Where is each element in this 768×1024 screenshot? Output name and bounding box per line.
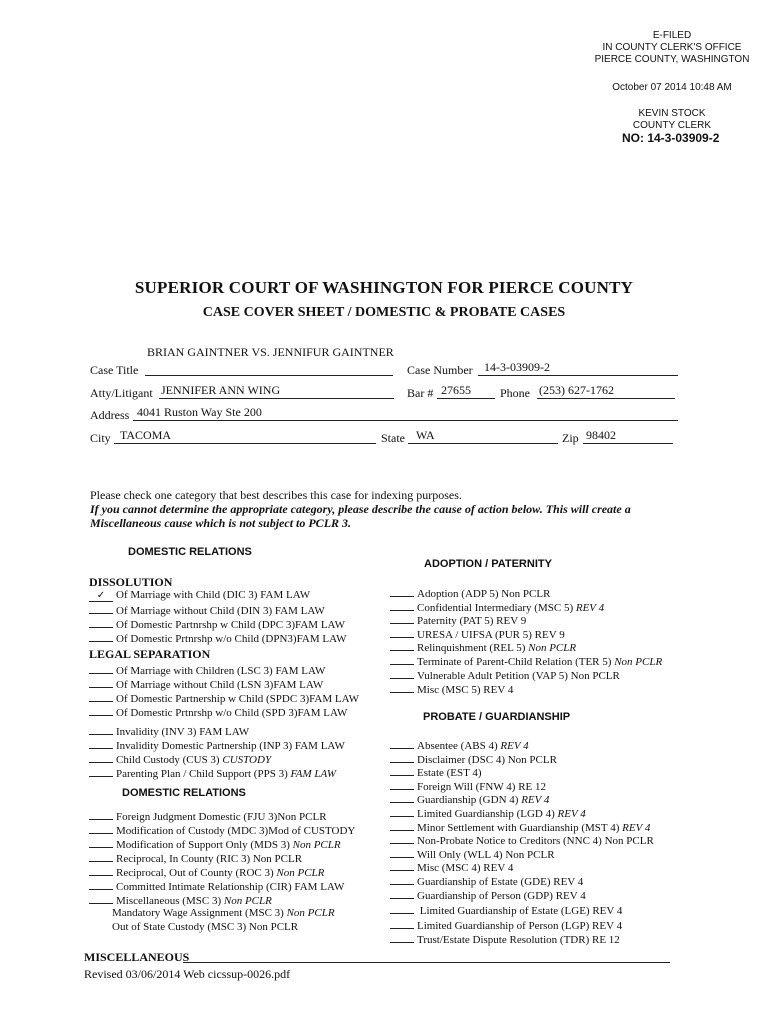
check-blank[interactable]	[89, 865, 113, 876]
instructions-line-1: Please check one category that best describes this case for indexing purposes.	[90, 488, 462, 502]
checkbox-item[interactable]	[89, 738, 345, 753]
item-tail: Non PCLR	[292, 839, 341, 851]
check-blank[interactable]	[89, 677, 113, 688]
address-label: Address	[90, 408, 130, 422]
check-blank[interactable]	[390, 874, 414, 885]
check-blank[interactable]	[390, 654, 414, 665]
check-blank[interactable]	[89, 823, 113, 834]
item-label: Of Domestic Prtnrshp w/o Child (DPN3)FAM LAW	[116, 633, 347, 645]
check-blank[interactable]	[89, 879, 113, 890]
item-label: Guardianship of Estate (GDE) REV 4	[417, 876, 584, 888]
item-label: Of Domestic Partnrshp w Child (DPC 3)FAM LAW	[116, 619, 345, 631]
check-blank[interactable]	[89, 738, 113, 749]
item-label: Miscellaneous (MSC 3)	[116, 895, 224, 907]
item-label: Terminate of Parent-Child Relation (TER 5)	[417, 656, 615, 668]
case-title-label: Case Title	[90, 363, 139, 377]
item-label: Misc (MSC 5) REV 4	[417, 684, 514, 696]
checkbox-item[interactable]	[89, 691, 359, 706]
checkbox-item[interactable]	[89, 663, 325, 678]
check-blank[interactable]	[390, 682, 414, 693]
item-label: Invalidity (INV 3) FAM LAW	[116, 726, 250, 738]
efiled-stamp	[592, 30, 752, 66]
item-label: Adoption (ADP 5) Non PCLR	[417, 588, 551, 600]
item-label: Modification of Custody (MDC 3)Mod of CUSTODY	[116, 825, 356, 837]
check-blank[interactable]	[390, 668, 414, 679]
check-blank[interactable]	[390, 860, 414, 871]
case-title-value: BRIAN GAINTNER VS. JENNIFUR GAINTNER	[147, 345, 394, 359]
check-blank[interactable]	[390, 738, 414, 749]
sub-item	[112, 907, 335, 920]
check-blank[interactable]	[89, 603, 113, 614]
item-label: Foreign Judgment Domestic (FJU 3)Non PCLR	[116, 811, 327, 823]
domestic-relations-heading: DOMESTIC RELATIONS	[128, 546, 252, 558]
zip-label: Zip	[562, 431, 579, 445]
checkbox-item[interactable]	[390, 918, 622, 933]
item-label: Will Only (WLL 4) Non PCLR	[417, 849, 555, 861]
item-label: Reciprocal, Out of County (ROC 3)	[116, 867, 277, 879]
check-blank[interactable]	[390, 932, 414, 943]
check-blank[interactable]	[390, 752, 414, 763]
item-label: Of Marriage without Child (LSN 3)FAM LAW	[116, 679, 324, 691]
legal-separation-heading: LEGAL SEPARATION	[89, 647, 211, 661]
bar-label: Bar #	[407, 386, 434, 400]
item-label: Child Custody (CUS 3)	[116, 754, 223, 766]
check-blank[interactable]	[390, 600, 414, 611]
item-label: Vulnerable Adult Petition (VAP 5) Non PCLR	[417, 670, 620, 682]
checkbox-item[interactable]	[390, 586, 550, 601]
item-tail: Non PCLR	[614, 656, 663, 668]
item-tail: Non PCLR	[286, 907, 335, 919]
checkbox-item[interactable]	[390, 903, 622, 918]
item-label: Reciprocal, In County (RIC 3) Non PCLR	[116, 853, 303, 865]
check-blank[interactable]	[390, 765, 414, 776]
dissolution-heading: DISSOLUTION	[89, 575, 173, 589]
item-label: Guardianship (GDN 4)	[417, 794, 522, 806]
item-tail: FAM LAW	[290, 768, 337, 780]
case-number-value: 14-3-03909-2	[484, 360, 550, 374]
checkbox-item[interactable]	[89, 837, 341, 852]
state-value: WA	[416, 428, 435, 442]
checkbox-item[interactable]	[390, 860, 513, 875]
check-blank[interactable]	[89, 691, 113, 702]
checkbox-item[interactable]	[390, 738, 529, 753]
check-blank[interactable]	[390, 613, 414, 624]
check-blank[interactable]	[89, 851, 113, 862]
item-label: Trust/Estate Dispute Resolution (TDR) RE 12	[417, 934, 620, 946]
item-label: Absentee (ABS 4)	[417, 740, 501, 752]
item-label: Of Marriage without Child (DIN 3) FAM LAW	[116, 605, 325, 617]
instructions-line-3: Miscellaneous cause which is not subject to PCLR 3.	[90, 516, 352, 530]
checkbox-item[interactable]	[390, 668, 620, 683]
item-tail: Non PCLR	[223, 895, 272, 907]
item-label: Paternity (PAT 5) REV 9	[417, 615, 527, 627]
checkbox-item[interactable]	[390, 792, 549, 807]
checkbox-item[interactable]	[89, 677, 323, 692]
stamp-line-3: PIERCE COUNTY, WASHINGTON	[594, 54, 750, 65]
checkbox-item[interactable]	[89, 766, 336, 781]
phone-label: Phone	[500, 386, 530, 400]
check-blank[interactable]	[390, 888, 414, 899]
miscellaneous-field[interactable]	[183, 950, 670, 963]
checkbox-item[interactable]	[390, 888, 586, 903]
item-label: Non-Probate Notice to Creditors (NNC 4) Non PCLR	[417, 835, 654, 847]
check-blank[interactable]	[390, 779, 414, 790]
item-label: Parenting Plan / Child Support (PPS 3)	[116, 768, 291, 780]
checkbox-item[interactable]	[89, 603, 325, 618]
checkbox-item[interactable]	[89, 631, 347, 646]
check-blank[interactable]	[89, 837, 113, 848]
item-label: Limited Guardianship of Estate (LGE) REV 4	[417, 905, 623, 917]
item-tail: CUSTODY	[222, 754, 272, 766]
domestic-relations-heading-2: DOMESTIC RELATIONS	[122, 787, 246, 799]
checkbox-item[interactable]	[89, 823, 355, 838]
checkbox-item[interactable]	[89, 705, 347, 720]
check-blank[interactable]	[89, 893, 113, 904]
checkbox-item[interactable]	[89, 617, 345, 632]
bar-value: 27655	[441, 383, 471, 397]
item-label: Committed Intimate Relationship (CIR) FAM LAW	[116, 881, 345, 893]
revision-note: Revised 03/06/2014 Web cicssup-0026.pdf	[84, 967, 291, 981]
check-blank[interactable]	[390, 806, 414, 817]
item-tail: Non PCLR	[528, 642, 577, 654]
stamp-clerk-name: KEVIN STOCK	[638, 108, 706, 119]
check-blank[interactable]	[89, 705, 113, 716]
city-label: City	[90, 431, 111, 445]
case-title-field[interactable]	[145, 363, 393, 376]
atty-value: JENNIFER ANN WING	[161, 383, 281, 397]
item-tail: REV 4	[622, 822, 651, 834]
stamp-line-2: IN COUNTY CLERK'S OFFICE	[602, 42, 742, 53]
state-label: State	[381, 431, 405, 445]
check-blank[interactable]	[390, 918, 414, 929]
item-label: Minor Settlement with Guardianship (MST 4)	[417, 822, 623, 834]
checkbox-item[interactable]	[390, 682, 513, 697]
item-label: Guardianship of Person (GDP) REV 4	[417, 890, 586, 902]
checkbox-item[interactable]	[390, 640, 576, 655]
checkbox-item[interactable]	[89, 589, 310, 602]
item-label: Of Domestic Prtnrshp w/o Child (SPD 3)FAM LAW	[116, 707, 348, 719]
item-tail: REV 4	[575, 602, 605, 614]
sheet-title: CASE COVER SHEET / DOMESTIC & PROBATE CASES	[202, 305, 566, 320]
atty-label: Atty/Litigant	[90, 386, 153, 400]
item-label: Misc (MSC 4) REV 4	[417, 862, 514, 874]
item-label: Modification of Support Only (MDS 3)	[116, 839, 293, 851]
item-tail: Non PCLR	[276, 867, 325, 879]
check-mark-icon: ✓	[96, 590, 106, 601]
check-blank[interactable]	[390, 640, 414, 651]
item-label: Relinquishment (REL 5)	[417, 642, 529, 654]
check-blank[interactable]	[390, 820, 414, 831]
item-label: Limited Guardianship (LGD 4)	[417, 808, 558, 820]
sub-item	[112, 921, 298, 934]
item-label: URESA / UIFSA (PUR 5) REV 9	[417, 629, 565, 641]
checkbox-item[interactable]	[390, 932, 620, 947]
phone-value: (253) 627-1762	[539, 383, 614, 397]
check-blank[interactable]	[390, 627, 414, 638]
checkbox-item[interactable]	[89, 752, 271, 767]
item-label: Limited Guardianship of Person (LGP) REV 4	[417, 920, 623, 932]
check-blank[interactable]	[89, 809, 113, 820]
checkbox-item[interactable]	[390, 806, 586, 821]
checkbox-item[interactable]	[390, 613, 526, 628]
item-label: Mandatory Wage Assignment (MSC 3)	[112, 907, 287, 919]
item-label: Out of State Custody (MSC 3) Non PCLR	[112, 921, 299, 933]
case-number-label: Case Number	[407, 363, 473, 377]
check-blank[interactable]	[89, 591, 113, 602]
stamp-line-1: E-FILED	[652, 30, 692, 41]
item-tail: REV 4	[521, 794, 550, 806]
check-blank[interactable]	[89, 724, 113, 735]
check-blank[interactable]	[390, 833, 414, 844]
check-blank[interactable]	[390, 586, 414, 597]
instructions-line-2: If you cannot determine the appropriate category, please describe the cause of action below. This will create a	[90, 502, 631, 516]
checkbox-item[interactable]	[89, 893, 272, 908]
item-label: Of Domestic Partnership w Child (SPDC 3)FAM LAW	[116, 693, 360, 705]
check-blank[interactable]	[390, 847, 414, 858]
item-tail: REV 4	[500, 740, 529, 752]
address-value: 4041 Ruston Way Ste 200	[137, 405, 262, 419]
check-blank[interactable]	[89, 617, 113, 628]
checkbox-item[interactable]	[390, 765, 482, 780]
adoption-paternity-heading: ADOPTION / PATERNITY	[424, 558, 552, 570]
checkbox-item[interactable]	[89, 724, 249, 739]
checkbox-item[interactable]	[89, 809, 327, 824]
item-label: Of Marriage with Child (DIC 3) FAM LAW	[116, 589, 311, 601]
city-value: TACOMA	[120, 428, 172, 442]
stamp-clerk-title: COUNTY CLERK	[632, 120, 712, 131]
item-label: Estate (EST 4)	[417, 767, 482, 779]
check-blank[interactable]	[89, 663, 113, 674]
checkbox-item[interactable]	[390, 874, 583, 889]
checkbox-item[interactable]	[390, 833, 654, 848]
check-blank[interactable]	[390, 792, 414, 803]
checkbox-item[interactable]	[390, 654, 662, 669]
checkbox-item[interactable]	[89, 851, 302, 866]
check-blank[interactable]	[89, 766, 113, 777]
miscellaneous-label: MISCELLANEOUS	[84, 950, 190, 964]
checkbox-item[interactable]	[89, 865, 324, 880]
item-label: Disclaimer (DSC 4) Non PCLR	[417, 754, 557, 766]
item-label: Foreign Will (FNW 4) RE 12	[417, 781, 547, 793]
item-label: Of Marriage with Children (LSC 3) FAM LAW	[116, 665, 326, 677]
item-tail: REV 4	[557, 808, 586, 820]
stamp-date: October 07 2014 10:48 AM	[612, 82, 732, 93]
court-title: SUPERIOR COURT OF WASHINGTON FOR PIERCE COUNTY	[134, 278, 634, 297]
item-label: Confidential Intermediary (MSC 5)	[417, 602, 576, 614]
check-blank[interactable]	[89, 631, 113, 642]
check-blank[interactable]	[89, 752, 113, 763]
checkbox-item[interactable]	[89, 879, 344, 894]
stamp-case-number: NO: 14-3-03909-2	[622, 131, 720, 145]
probate-guardianship-heading: PROBATE / GUARDIANSHIP	[423, 711, 571, 723]
item-label: Invalidity Domestic Partnership (INP 3) FAM LAW	[116, 740, 345, 752]
check-blank[interactable]	[390, 903, 414, 914]
zip-value: 98402	[586, 428, 616, 442]
